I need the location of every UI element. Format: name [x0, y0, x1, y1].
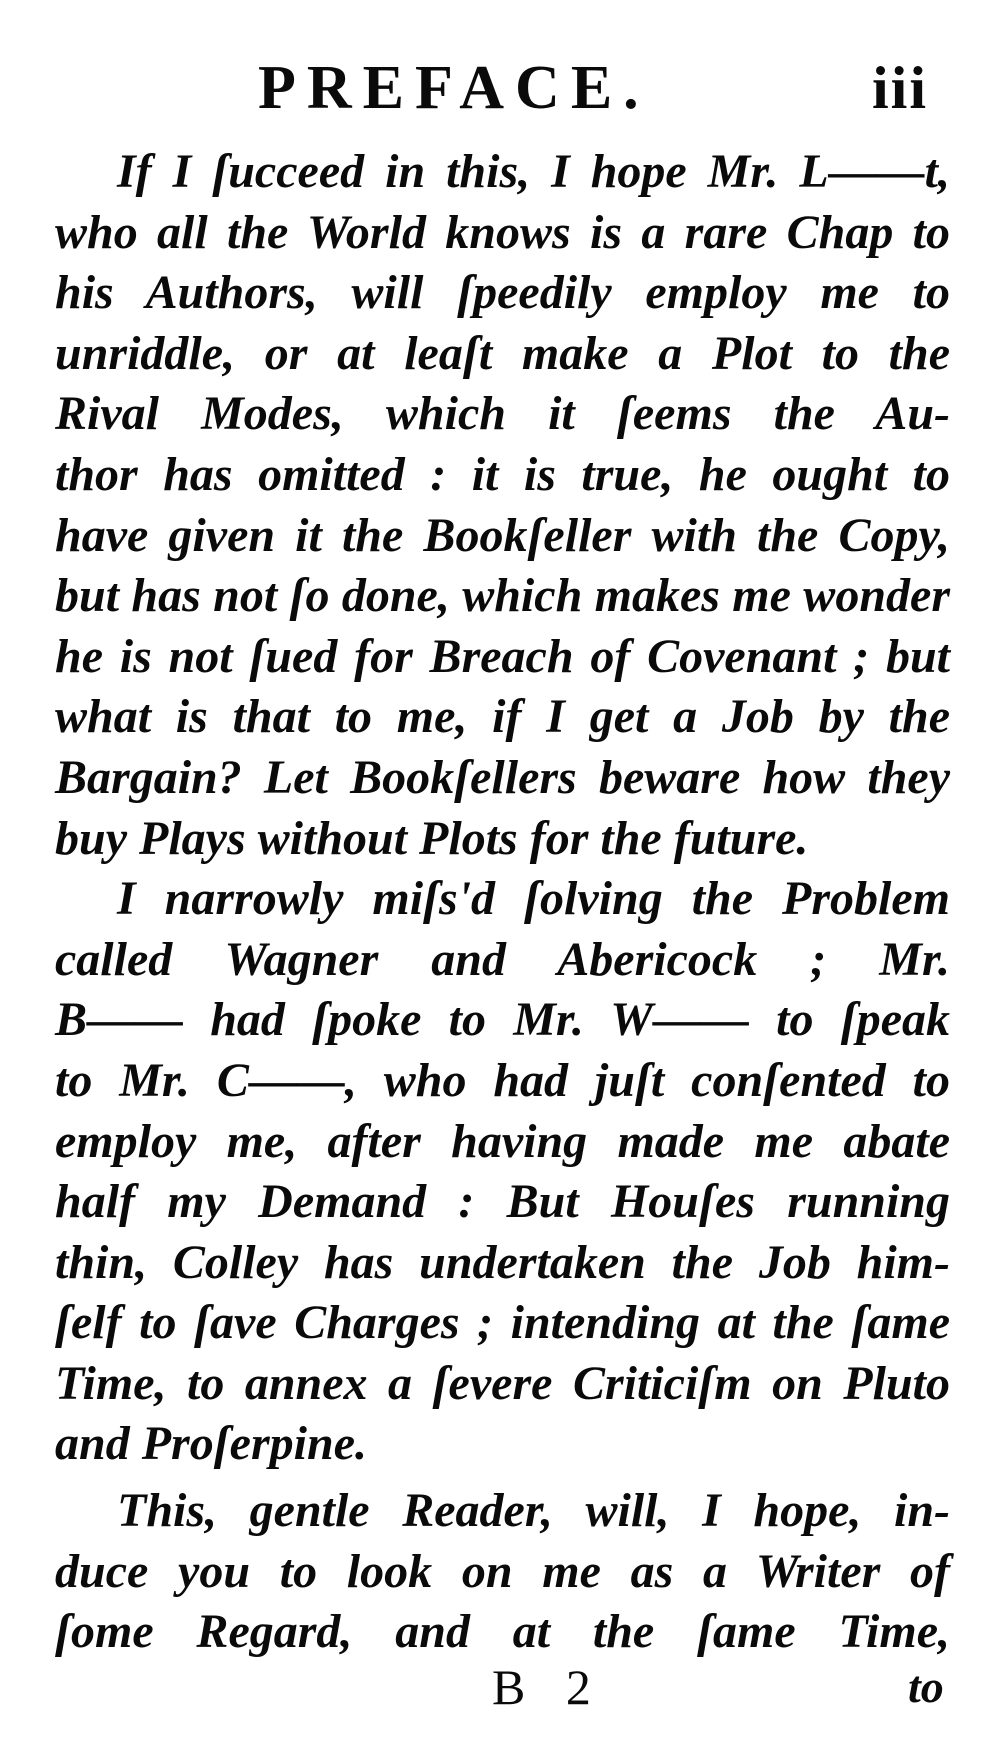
text-line: Rival Modes, which it ſeems the Au- [55, 387, 950, 441]
page-footer [0, 1652, 1000, 1722]
text-line: he is not ſued for Breach of Covenant ; but [55, 629, 950, 683]
text-line: what is that to me, if I get a Job by the [55, 690, 950, 744]
text-line: to Mr. C——, who had juſt conſented to [55, 1053, 950, 1107]
paragraph [55, 142, 950, 869]
text-line: but has not ſo done, which makes me wonder [55, 569, 950, 623]
text-line: Bargain? Let Bookſellers beware how they [55, 750, 950, 804]
text-line: called Wagner and Abericock ; Mr. [55, 932, 950, 986]
catchword: to [908, 1661, 944, 1712]
signature-mark: B 2 [492, 1659, 605, 1715]
text-line: his Authors, will ſpeedily employ me to [55, 266, 950, 320]
text-line: B—— had ſpoke to Mr. W—— to ſpeak [55, 993, 950, 1047]
paragraph [55, 1481, 950, 1663]
text-line: thor has omitted : it is true, he ought to [55, 447, 950, 501]
text-line: duce you to look on me as a Writer of [55, 1544, 950, 1598]
text-line: who all the World knows is a rare Chap to [55, 205, 950, 259]
text-line: employ me, after having made me abate [55, 1114, 950, 1168]
running-title: PREFACE. [258, 54, 650, 122]
text-line: I narrowly miſs'd ſolving the Problem [117, 872, 950, 926]
text-line: half my Demand : But Houſes running [55, 1175, 950, 1229]
text-line: This, gentle Reader, will, I hope, in- [117, 1484, 950, 1538]
text-line: thin, Colley has undertaken the Job him- [55, 1235, 950, 1289]
page-header [0, 48, 1000, 128]
body-text [55, 142, 950, 1663]
text-line: Time, to annex a ſevere Criticiſm on Pluto [55, 1356, 950, 1410]
paragraph [55, 869, 950, 1475]
text-line: ſelf to ſave Charges ; intending at the ſame [55, 1296, 950, 1350]
text-line: ſome Regard, and at the ſame Time, [55, 1605, 950, 1659]
text-line: If I ſucceed in this, I hope Mr. L——t, [117, 145, 950, 198]
text-line: unriddle, or at leaſt make a Plot to the [55, 326, 950, 380]
text-line: and Proſerpine. [55, 1417, 367, 1471]
text-line: buy Plays without Plots for the future. [55, 811, 809, 865]
text-line: have given it the Bookſeller with the Copy, [55, 508, 950, 562]
page-number: iii [872, 55, 929, 121]
